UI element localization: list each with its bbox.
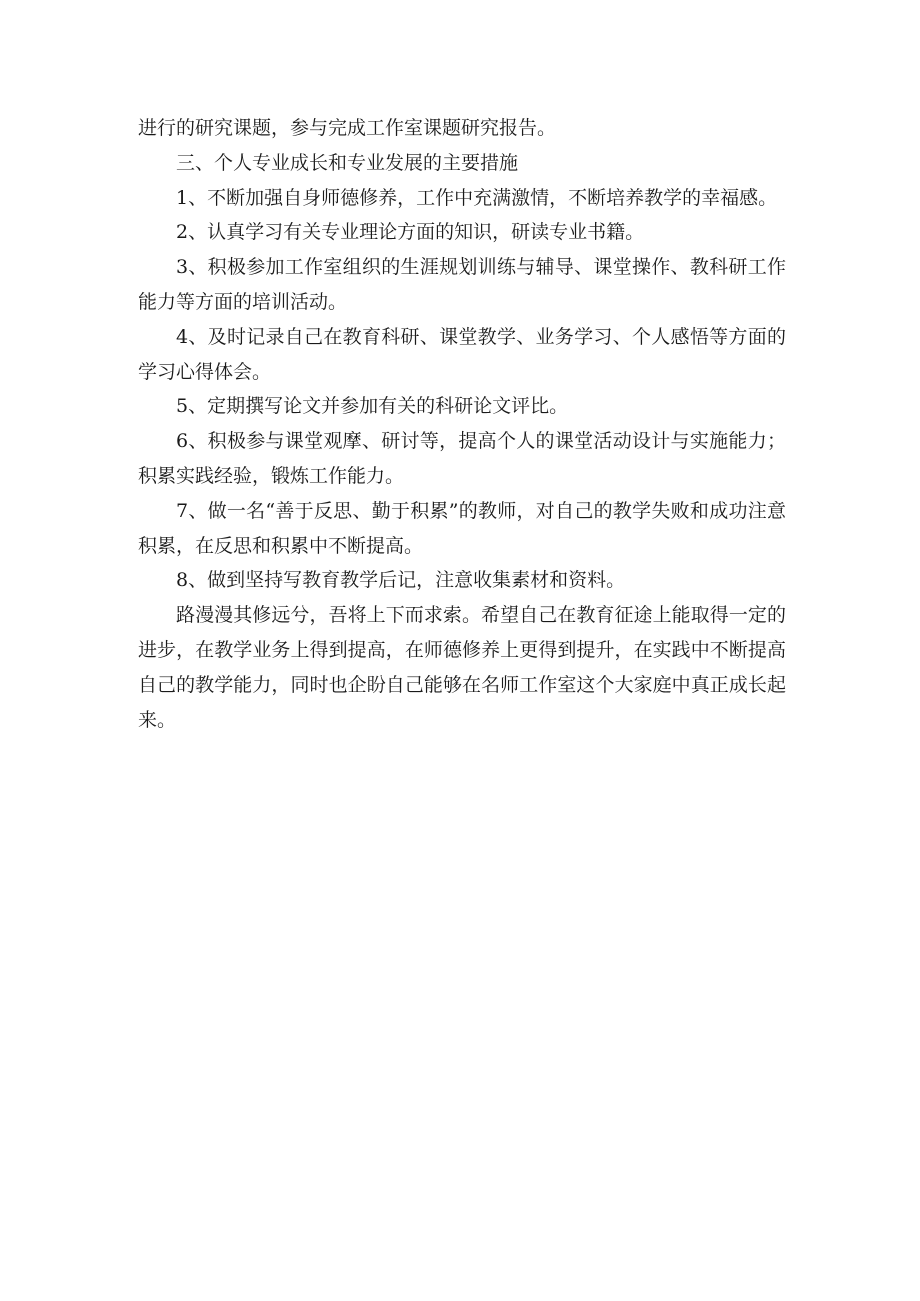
measure-item-3: 3、积极参加工作室组织的生涯规划训练与辅导、课堂操作、教科研工作能力等方面的培训活动。 xyxy=(138,256,786,313)
closing-paragraph: 路漫漫其修远兮，吾将上下而求索。希望自己在教育征途上能取得一定的进步，在教学业务上得到提高，在师德修养上更得到提升，在实践中不断提高自己的教学能力，同时也企盼自己能够在名师工作室这个大家庭中真正成长起来。 xyxy=(138,604,786,731)
measure-item-8: 8、做到坚持写教育教学后记，注意收集素材和资料。 xyxy=(176,569,626,592)
measure-item-7: 7、做一名“善于反思、勤于积累”的教师，对自己的教学失败和成功注意积累，在反思和积累中不断提高。 xyxy=(138,499,786,557)
paragraph-continuation: 进行的研究课题，参与完成工作室课题研究报告。 xyxy=(138,117,557,139)
measure-item-4: 4、及时记录自己在教育科研、课堂教学、业务学习、个人感悟等方面的学习心得体会。 xyxy=(138,325,786,383)
document-body xyxy=(138,111,786,737)
measure-item-5: 5、定期撰写论文并参加有关的科研论文评比。 xyxy=(176,395,569,418)
section-heading: 三、个人专业成长和专业发展的主要措施 xyxy=(176,151,519,174)
measure-item-6: 6、积极参与课堂观摩、研讨等，提高个人的课堂活动设计与实施能力；积累实践经验，锻炼工作能力。 xyxy=(138,430,786,487)
measure-item-1: 1、不断加强自身师德修养，工作中充满激情，不断培养教学的幸福感。 xyxy=(176,186,778,209)
measure-item-2: 2、认真学习有关专业理论方面的知识，研读专业书籍。 xyxy=(176,221,645,244)
